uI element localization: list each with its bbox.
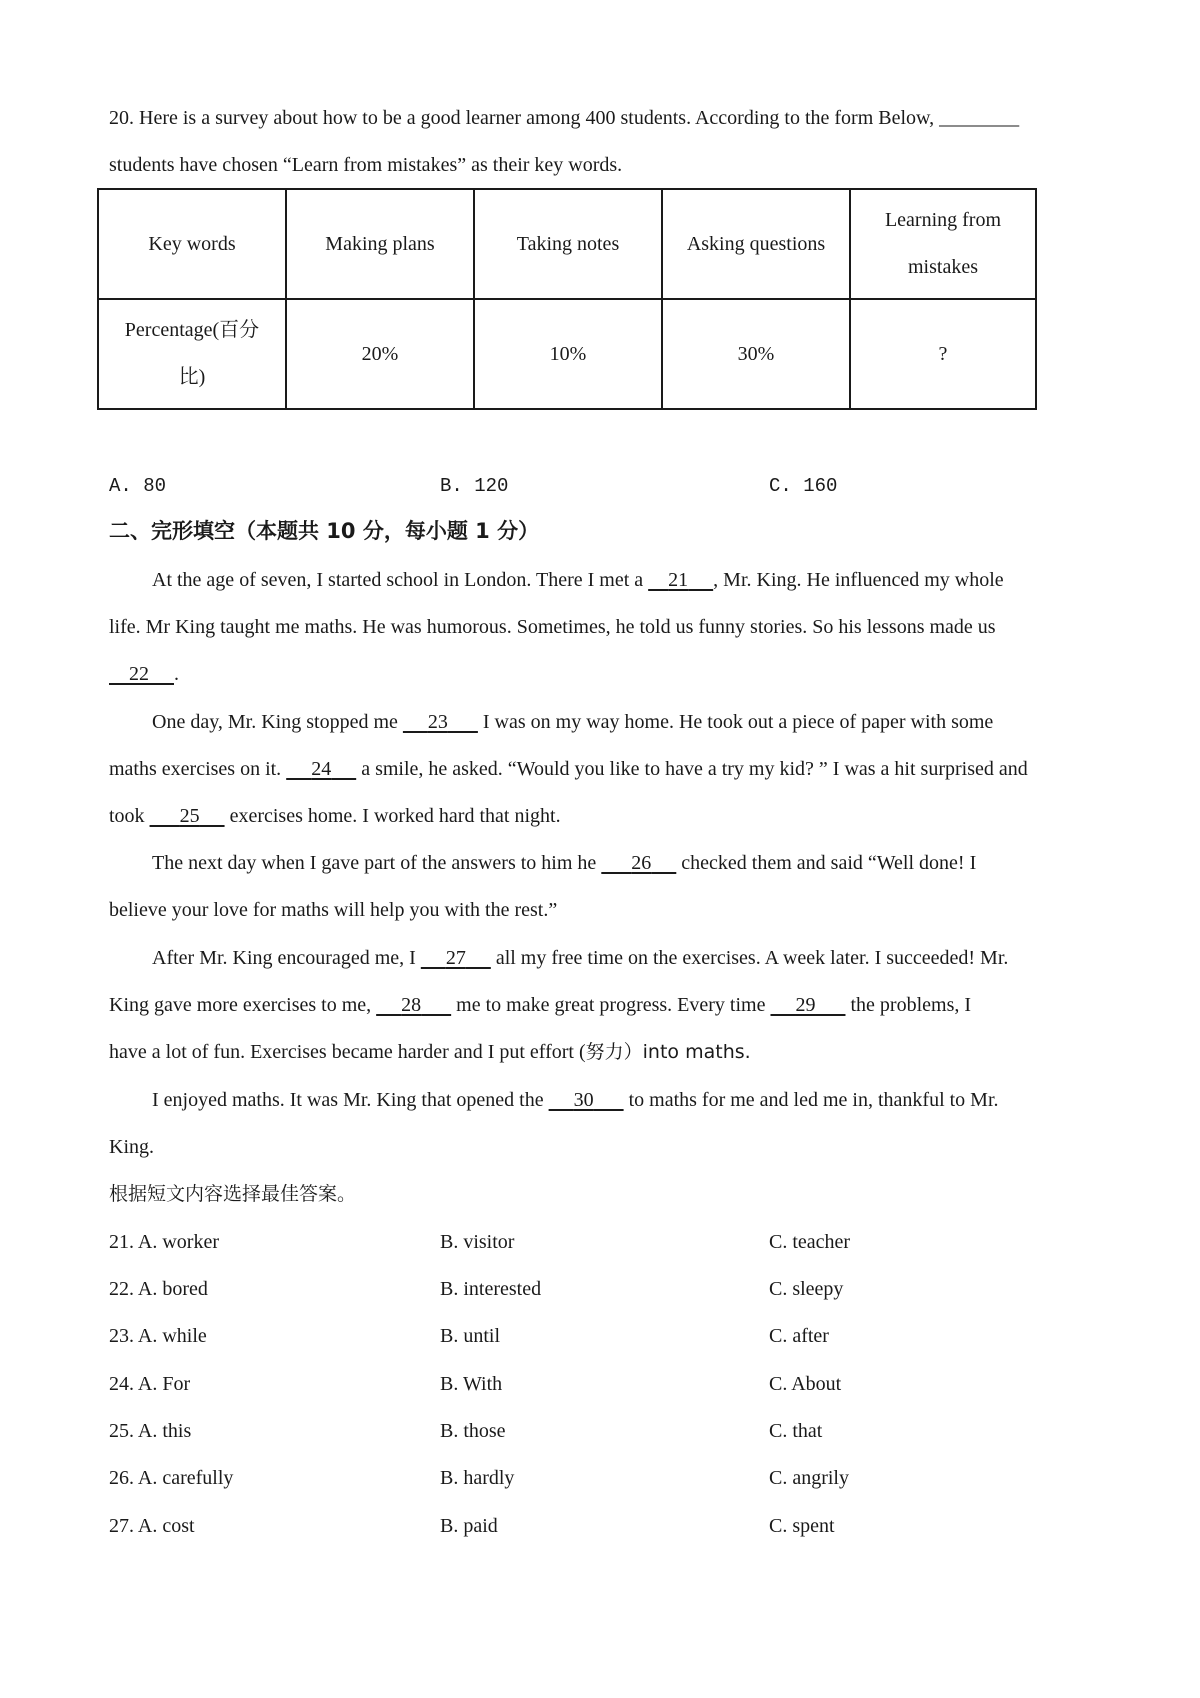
blank-25: [150, 804, 225, 828]
blank-number: 24: [311, 758, 332, 780]
choice-24-b[interactable]: B. With: [440, 1373, 503, 1395]
passage-line: King.: [109, 1136, 154, 1158]
choice-22-c[interactable]: C. sleepy: [769, 1278, 844, 1300]
blank-23: [403, 710, 478, 734]
passage-text: the problems, I: [845, 994, 972, 1016]
choice-22-b[interactable]: B. interested: [440, 1278, 542, 1300]
header-4-line1: Learning from: [884, 209, 1002, 231]
row-label-percentage: [98, 299, 286, 409]
blank-number: 28: [401, 994, 422, 1016]
passage-text: to maths for me and led me in, thankful to Mr.: [623, 1089, 999, 1111]
blank-number: 26: [631, 852, 652, 874]
passage-line: [109, 804, 561, 828]
value-making-plans: 20%: [286, 299, 474, 409]
q20-option-c[interactable]: C. 160: [769, 475, 838, 497]
q20-stem-line2: students have chosen “Learn from mistakes” as their key words.: [109, 154, 623, 176]
passage-text: me to make great progress. Every time: [451, 994, 771, 1016]
blank-29: [770, 993, 845, 1017]
passage-line: [109, 757, 1028, 781]
choice-26-b[interactable]: B. hardly: [440, 1467, 515, 1489]
choice-27-b[interactable]: B. paid: [440, 1515, 498, 1537]
row-label-line2: 比): [178, 366, 206, 388]
blank-number: 29: [795, 994, 816, 1016]
section-title: 二、完形填空（本题共 10 分，每小题 1 分）: [109, 519, 540, 543]
passage-line: believe your love for maths will help you with the rest.”: [109, 899, 558, 921]
q20-option-b[interactable]: B. 120: [440, 475, 509, 497]
choice-21-b[interactable]: B. visitor: [440, 1231, 515, 1253]
choice-22-a[interactable]: 22. A. bored: [109, 1278, 208, 1300]
passage-text: I was on my way home. He took out a piece of paper with some: [477, 711, 994, 733]
header-making-plans: Making plans: [286, 189, 474, 299]
passage-text: The next day when I gave part of the answers to him he: [152, 852, 602, 874]
blank-number: 23: [427, 711, 448, 733]
value-taking-notes: 10%: [474, 299, 662, 409]
choice-23-c[interactable]: C. after: [769, 1325, 829, 1347]
passage-text: .: [174, 663, 179, 685]
table-header-row: [98, 189, 1036, 299]
choice-23-a[interactable]: 23. A. while: [109, 1325, 207, 1347]
blank-number: 25: [179, 805, 200, 827]
passage-text: King gave more exercises to me,: [109, 994, 377, 1016]
choice-21-a[interactable]: 21. A. worker: [109, 1231, 219, 1253]
blank-number: 27: [445, 947, 466, 969]
passage-text: , Mr. King. He influenced my whole: [713, 569, 1004, 591]
choice-24-a[interactable]: 24. A. For: [109, 1373, 191, 1395]
header-learning-from-mistakes: [850, 189, 1036, 299]
passage-text: all my free time on the exercises. A week later. I succeeded! Mr.: [490, 947, 1009, 969]
blank-26: [601, 851, 676, 875]
choice-25-a[interactable]: 25. A. this: [109, 1420, 192, 1442]
blank-27: [421, 946, 491, 970]
passage-line: [152, 851, 976, 875]
passage-line: [152, 710, 993, 734]
row-label-line1: Percentage(百分: [124, 319, 260, 341]
header-4-line2: mistakes: [908, 256, 978, 278]
passage-text: I enjoyed maths. It was Mr. King that opened the: [152, 1089, 549, 1111]
passage-line: life. Mr King taught me maths. He was humorous. Sometimes, he told us funny stories. So his lessons made us: [109, 616, 996, 638]
q20-option-a[interactable]: A. 80: [109, 475, 167, 497]
blank-22: [109, 662, 174, 686]
blank-number: 30: [573, 1089, 594, 1111]
value-learning-from-mistakes: ?: [850, 299, 1036, 409]
table-percentage-row: [98, 299, 1036, 409]
passage-text: took: [109, 805, 150, 827]
choice-27-a[interactable]: 27. A. cost: [109, 1515, 195, 1537]
choice-26-a[interactable]: 26. A. carefully: [109, 1467, 234, 1489]
passage-text: exercises home. I worked hard that night.: [224, 805, 561, 827]
choice-25-b[interactable]: B. those: [440, 1420, 506, 1442]
q20-stem-line1: 20. Here is a survey about how to be a good learner among 400 students. According to the form Below, ________: [109, 107, 1020, 129]
value-asking-questions: 30%: [662, 299, 850, 409]
passage-text: ）into maths.: [623, 1041, 751, 1063]
passage-line: [109, 993, 971, 1017]
passage-text: a smile, he asked. “Would you like to have a try my kid? ” I was a hit surprised and: [356, 758, 1028, 780]
survey-table: [97, 188, 1037, 410]
passage-text: After Mr. King encouraged me, I: [152, 947, 421, 969]
passage-line: [109, 1040, 751, 1064]
choice-26-c[interactable]: C. angrily: [769, 1467, 849, 1489]
header-key-words: Key words: [98, 189, 286, 299]
passage-text: One day, Mr. King stopped me: [152, 711, 403, 733]
blank-28: [376, 993, 451, 1017]
blank-21: [648, 568, 713, 592]
passage-text: maths exercises on it.: [109, 758, 287, 780]
passage-line: [152, 946, 1008, 970]
instruction: 根据短文内容选择最佳答案。: [109, 1183, 357, 1205]
passage-text: At the age of seven, I started school in London. There I met a: [152, 569, 649, 591]
choice-27-c[interactable]: C. spent: [769, 1515, 835, 1537]
passage-line: [152, 1088, 999, 1112]
blank-30: [549, 1088, 624, 1112]
blank-24: [286, 757, 356, 781]
blank-number: 22: [129, 663, 149, 685]
passage-cjk-gloss: 努力: [585, 1041, 624, 1063]
passage-text: have a lot of fun. Exercises became harder and I put effort (: [109, 1041, 586, 1063]
header-taking-notes: Taking notes: [474, 189, 662, 299]
choice-24-c[interactable]: C. About: [769, 1373, 842, 1395]
blank-number: 21: [668, 569, 689, 591]
passage-line: [109, 662, 179, 686]
choice-25-c[interactable]: C. that: [769, 1420, 823, 1442]
choice-21-c[interactable]: C. teacher: [769, 1231, 851, 1253]
passage-text: checked them and said “Well done! I: [676, 852, 977, 874]
passage-line: [152, 568, 1004, 592]
choice-23-b[interactable]: B. until: [440, 1325, 501, 1347]
header-asking-questions: Asking questions: [662, 189, 850, 299]
